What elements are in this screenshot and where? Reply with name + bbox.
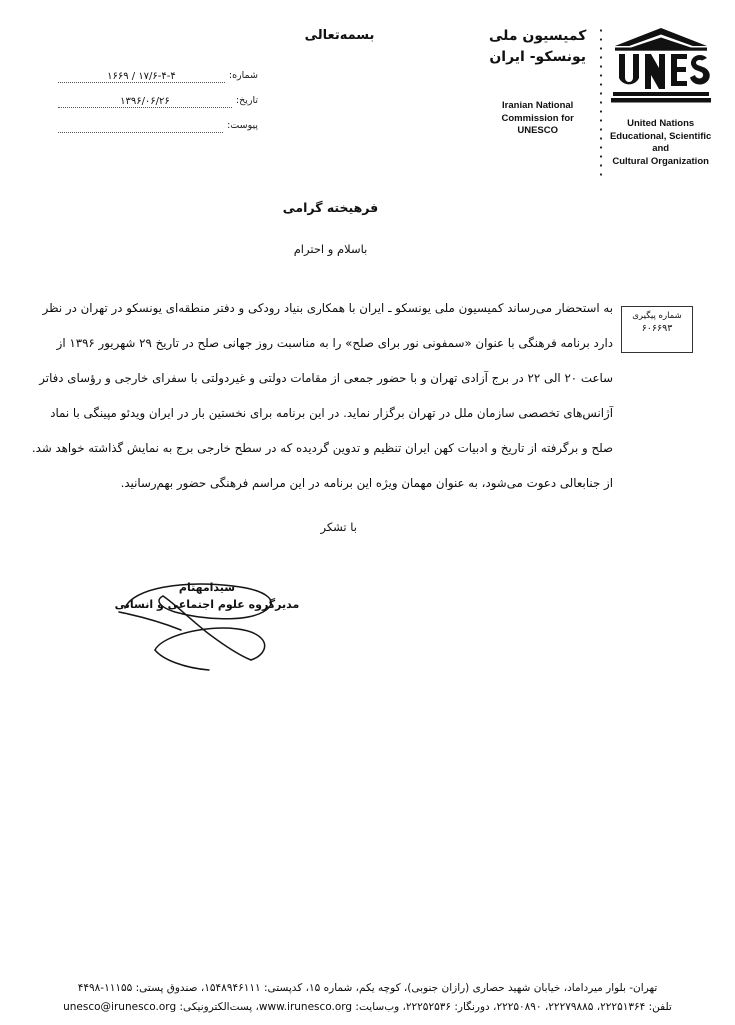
reference-dots-attachment — [58, 120, 223, 133]
reference-label-attachment: پیوست: — [227, 120, 258, 131]
commission-name-fa-line-1: کمیسیون ملی — [489, 28, 587, 44]
organization-name-en — [606, 118, 715, 168]
tracking-number-value: ۶۰۶۶۹۳ — [641, 323, 673, 334]
commission-name-en-line-1: Iranian National — [502, 100, 574, 111]
footer-email-link[interactable]: unesco@irunesco.org — [63, 1001, 177, 1013]
signature-block — [57, 580, 357, 614]
organization-name-en-line-1: United Nations — [627, 118, 695, 129]
reference-value-number: ۱۷/۶-۴-۴ / ۱۶۶۹ — [103, 71, 180, 82]
tracking-number-box — [621, 306, 693, 353]
unesco-branding — [489, 26, 715, 186]
body-line: از جنابعالی دعوت می‌شود، به عنوان مهمان ویژه این برنامه در این مراسم فرهنگی حضور بهم‌رسانید. — [120, 476, 613, 490]
signer-name: سیدامهتام — [178, 581, 236, 594]
reference-fields — [58, 70, 258, 145]
footer-address: تهران- بلوار میرداماد، خیابان شهید حصاری (رازان جنوبی)، کوچه یکم، شماره ۱۵، کدپستی: ۱۵۴۸۹۴۶۱۱۱، صندوق پستی: ۱۱۱۵۵-۴۴۹۸ — [77, 982, 658, 994]
commission-name-en-line-3: UNESCO — [517, 125, 558, 136]
organization-name-en-line-3: Cultural Organization — [612, 155, 709, 167]
footer-fax-number: ۲۲۲۵۲۵۳۶، — [402, 1001, 452, 1013]
salutation-block — [0, 200, 735, 256]
commission-name-en-line-2: Commission for — [501, 112, 574, 124]
footer-phone-numbers: ۲۲۲۵۱۳۶۴، ۲۲۲۷۹۸۸۵، ۲۲۲۵۰۸۹۰، — [493, 1001, 646, 1013]
reference-label-number: شماره: — [228, 70, 258, 81]
reference-dots-number — [58, 70, 225, 83]
body-line: ساعت ۲۰ الی ۲۲ در برج آزادی تهران و با حضور جمعی از مقامات دولتی و غیردولتی با سفرای خارجی و رؤسای دفاتر — [39, 371, 613, 385]
salutation-greeting: فرهیخته گرامی — [282, 200, 379, 215]
footer-fax-label: دورنگار: — [451, 1001, 494, 1013]
reference-value-date: ۱۳۹۶/۰۶/۲۶ — [116, 96, 174, 107]
footer-contact — [0, 998, 735, 1017]
reference-row-date — [58, 95, 258, 120]
letter-body — [31, 291, 613, 501]
footer-website-label: وب‌سایت: — [352, 1001, 403, 1013]
footer-phone-label: تلفن: — [645, 1001, 672, 1013]
body-line: آژانس‌های تخصصی سازمان ملل در تهران برگزار نماید. در این برنامه برای نخستین بار در ایران ویدئو مپینگی با نماد — [50, 406, 613, 420]
unesco-temple-logo-icon — [611, 26, 711, 112]
body-line: صلح و برگرفته از تاریخ و ادبیات کهن ایران تنظیم و تدوین گردیده که در سطح خارجی برج به نمایش گذاشته خواهد شد. — [31, 441, 613, 455]
letter-footer — [0, 979, 735, 1017]
body-line: دارد برنامه فرهنگی با عنوان «سمفونی نور برای صلح» را به مناسبت روز جهانی صلح در تاریخ ۲۹ شهریور ۱۳۹۶ از — [56, 336, 613, 350]
tracking-number-label: شماره پیگیری — [632, 311, 682, 321]
commission-name-en — [489, 100, 586, 138]
body-line: به استحضار می‌رساند کمیسیون ملی یونسکو ـ ایران با همکاری بنیاد رودکی و دفتر منطقه‌ای یونسکو در تهران در نظر — [42, 301, 613, 315]
vertical-dotted-divider — [600, 26, 602, 178]
bismillah-text: بسمه‌تعالی — [304, 28, 375, 43]
signer-title: مدیرگروه علوم اجتماعی و انسانی — [114, 598, 300, 611]
commission-names — [489, 26, 596, 138]
footer-email-label: ، پست‌الکترونیکی: — [176, 1001, 259, 1013]
commission-name-fa-line-2: یونسکو- ایران — [489, 49, 586, 65]
reference-row-attachment — [58, 120, 258, 145]
commission-name-fa — [489, 26, 586, 68]
reference-row-number — [58, 70, 258, 95]
reference-label-date: تاریخ: — [235, 95, 258, 106]
salutation-regards: باسلام و احترام — [293, 242, 368, 256]
unesco-logo-block — [606, 26, 715, 168]
footer-website-link[interactable]: www.irunesco.org — [258, 1001, 353, 1013]
letter-header — [0, 0, 735, 195]
closing-thanks: با تشکر — [320, 520, 357, 534]
reference-dots-date — [58, 95, 232, 108]
organization-name-en-line-2: Educational, Scientific and — [609, 130, 712, 154]
